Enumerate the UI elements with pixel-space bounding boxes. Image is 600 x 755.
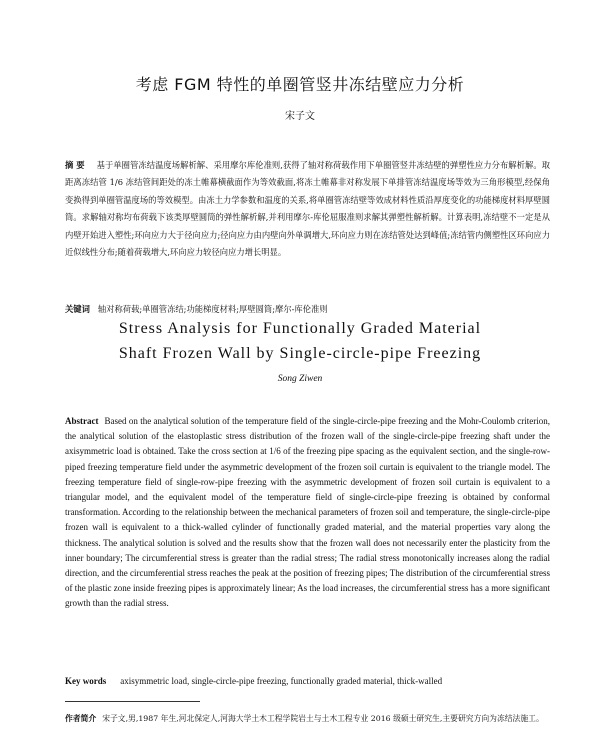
chinese-keywords-text: 轴对称荷载;单圈管冻结;功能梯度材料;厚壁圆筒;摩尔-库伦准则: [97, 304, 328, 314]
english-title: [0, 316, 600, 366]
footnote-text: 宋子文,男,1987 年生,河北保定人,河海大学土木工程学院岩土与土木工程专业 2016 级硕士研究生,主要研究方向为冻结法施工。: [102, 714, 544, 723]
english-author: Song Ziwen: [277, 374, 323, 384]
english-keywords-text: axisymmetric load, single-circle-pipe freezing, functionally graded material, thick-walled: [120, 676, 443, 686]
chinese-keywords: [65, 303, 550, 315]
english-title-line-2: Shaft Frozen Wall by Single-circle-pipe Freezing: [118, 345, 482, 362]
english-title-line-1: Stress Analysis for Functionally Graded Material: [118, 320, 482, 337]
chinese-title: 考虑 FGM 特性的单圈管竖井冻结壁应力分析: [135, 75, 465, 94]
chinese-abstract-label: 摘 要: [65, 160, 85, 170]
chinese-author: 宋子文: [285, 111, 315, 122]
english-keywords: [65, 674, 550, 689]
english-keywords-label: Key words: [65, 676, 107, 686]
english-abstract-text: Based on the analytical solution of the temperature field of the single-circle-pipe freezing and the Mohr-Coulomb criterion, the analytical solution of the elastoplastic stress distribution of the frozen wall of the single-circle-pipe freezing shaft under the axisymmetric load is obtained. Take the cross section at 1/6 of the freezing pipe spacing as the equivalent section, and the single-row-piped freezing temperature field under the asymmetric development of the frozen soil curtain is equivalent to the triangle model. The freezing temperature field of single-row-pipe freezing with the asymmetric development of frozen soil curtain is equivalent to a triangular model, and the equivalent model of the temperature field of single-circle-pipe freezing is obtained by conformal transformation. According to the relationship between the mechanical parameters of frozen soil and temperature, the single-circle-pipe frozen wall is equivalent to a thick-walled cylinder of functionally graded material, and the material properties vary along the thickness. The analytical solution is solved and the results show that the frozen wall does not necessarily enter the plasticity from the inner boundary; The circumferential stress is greater than the radial stress; The radial stress monotonically increases along the radial direction, and the circumferential stress reaches the peak at the position of freezing pipes; The distribution of the circumferential stress of the plastic zone inside freezing pipes is approximately linear; As the load increases, the circumferential stress has a more significant growth than the radial stress.: [65, 416, 550, 609]
english-abstract: [65, 414, 550, 612]
chinese-keywords-label: 关键词: [65, 304, 90, 314]
chinese-abstract-text: 基于单圈管冻结温度场解析解、采用摩尔库伦准则,获得了轴对称荷载作用下单圈管竖井冻结壁的弹塑性应力分布解析解。取距离冻结管 1/6 冻结管间距处的冻土帷幕横截面作为等效截面,将冻土帷幕非对称发展下单排管冻结温度场等效为三角形模型,经保角变换得到单圈管温度场的等效模型。由冻土力学参数和温度的关系,将单圈管冻结壁等效成材料性质沿厚度变化的功能梯度材料厚壁圆筒。求解轴对称均布荷载下该类厚壁圆筒的弹性解析解,并利用摩尔-库伦屈服准则求解其弹塑性解析解。计算表明,冻结壁不一定是从内壁开始进入塑性;环向应力大于径向应力;径向应力由内壁向外单调增大,环向应力则在冻结管处达到峰值;冻结管内侧塑性区环向应力近似线性分布;随着荷载增大,环向应力较径向应力增长明显。: [65, 160, 550, 258]
chinese-abstract: [65, 157, 550, 261]
english-abstract-label: Abstract: [65, 416, 99, 426]
author-footnote: [65, 712, 545, 726]
footnote-label: 作者简介: [65, 714, 97, 723]
footnote-divider: [65, 701, 200, 702]
